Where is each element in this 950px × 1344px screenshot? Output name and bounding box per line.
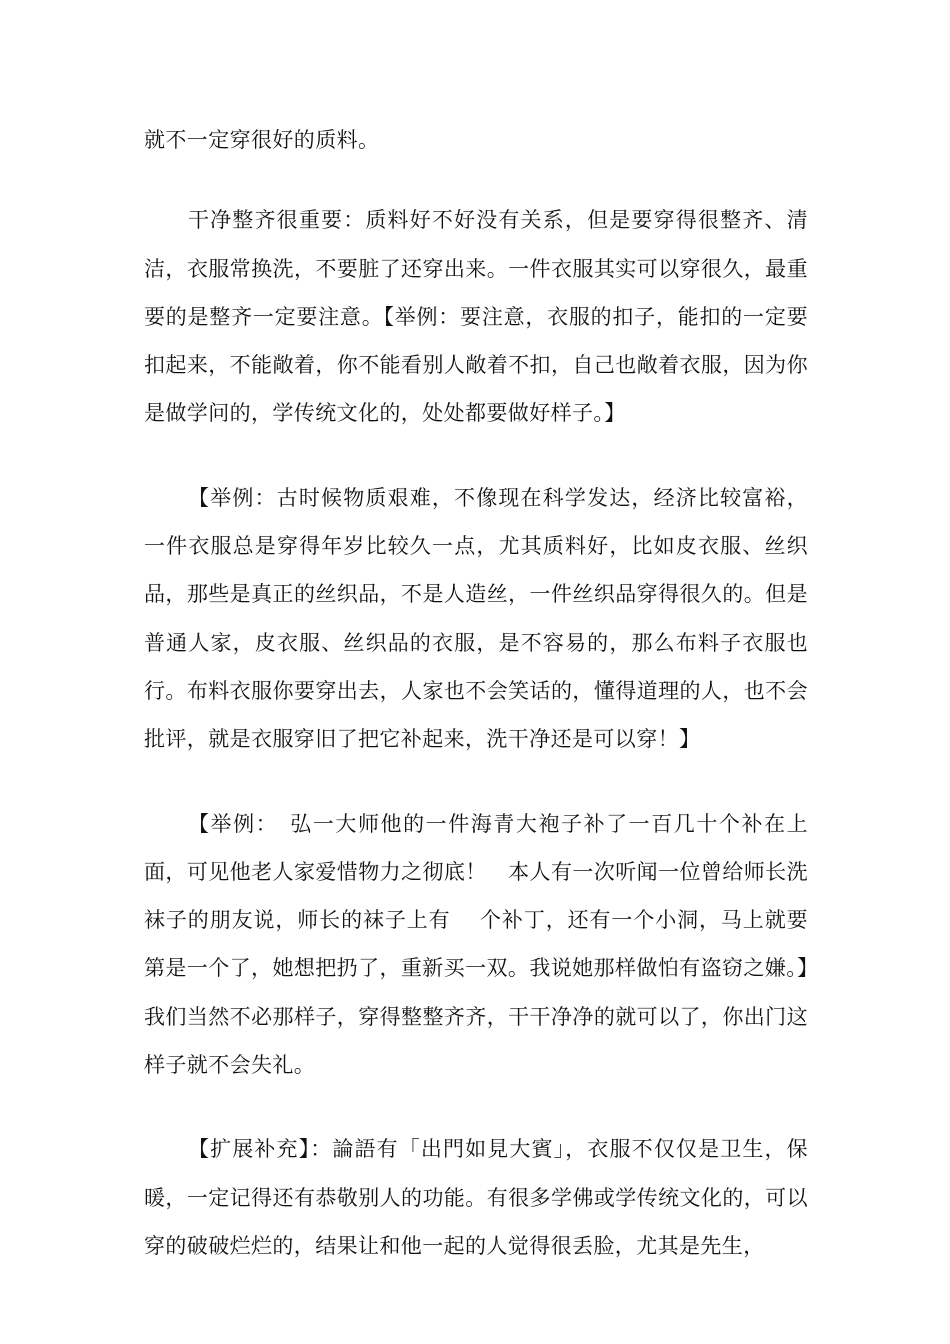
paragraph-example-ancient: 【举例：古时候物质艰难，不像现在科学发达，经济比较富裕，一件衣服总是穿得年岁比较久一点，尤其质料好，比如皮衣服、丝织品，那些是真正的丝织品，不是人造丝，一件丝织品穿得很久的。但是普通人家，皮衣服、丝织品的衣服，是不容易的，那么布料子衣服也行。布料衣服你要穿出去，人家也不会笑话的，懂得道理的人，也不会批评，就是衣服穿旧了把它补起来，洗干净还是可以穿！】 — [144, 485, 808, 752]
paragraph-extension: 【扩展补充】：論語有「出門如見大賓」，衣服不仅仅是卫生，保暖，一定记得还有恭敬别人的功能。有很多学佛或学传统文化的，可以穿的破破烂烂的，结果让和他一起的人觉得很丢脸，尤其是先生， — [144, 1137, 808, 1258]
paragraph-cleanliness: 干净整齐很重要：质料好不好没有关系，但是要穿得很整齐、清洁，衣服常换洗，不要脏了还穿出来。一件衣服其实可以穿很久，最重要的是整齐一定要注意。【举例：要注意，衣服的扣子，能扣的一定要扣起来，不能敞着，你不能看别人敞着不扣，自己也敞着衣服，因为你是做学问的，学传统文化的，处处都要做好样子。】 — [144, 208, 808, 426]
paragraph-continuation: 就不一定穿很好的质料。 — [144, 128, 380, 152]
document-body — [144, 116, 808, 1306]
paragraph-example-hongyi: 【举例： 弘一大师他的一件海青大袍子补了一百几十个补在上面，可见他老人家爱惜物力之彻底！ 本人有一次听闻一位曾给师长洗袜子的朋友说，师长的袜子上有 个补丁，还有一个小洞，马上就要第是一个了，她想把扔了，重新买一双。我说她那样做怕有盗窃之嫌。】我们当然不必那样子，穿得整整齐齐，干干净净的就可以了，你出门这样子就不会失礼。 — [144, 811, 808, 1078]
